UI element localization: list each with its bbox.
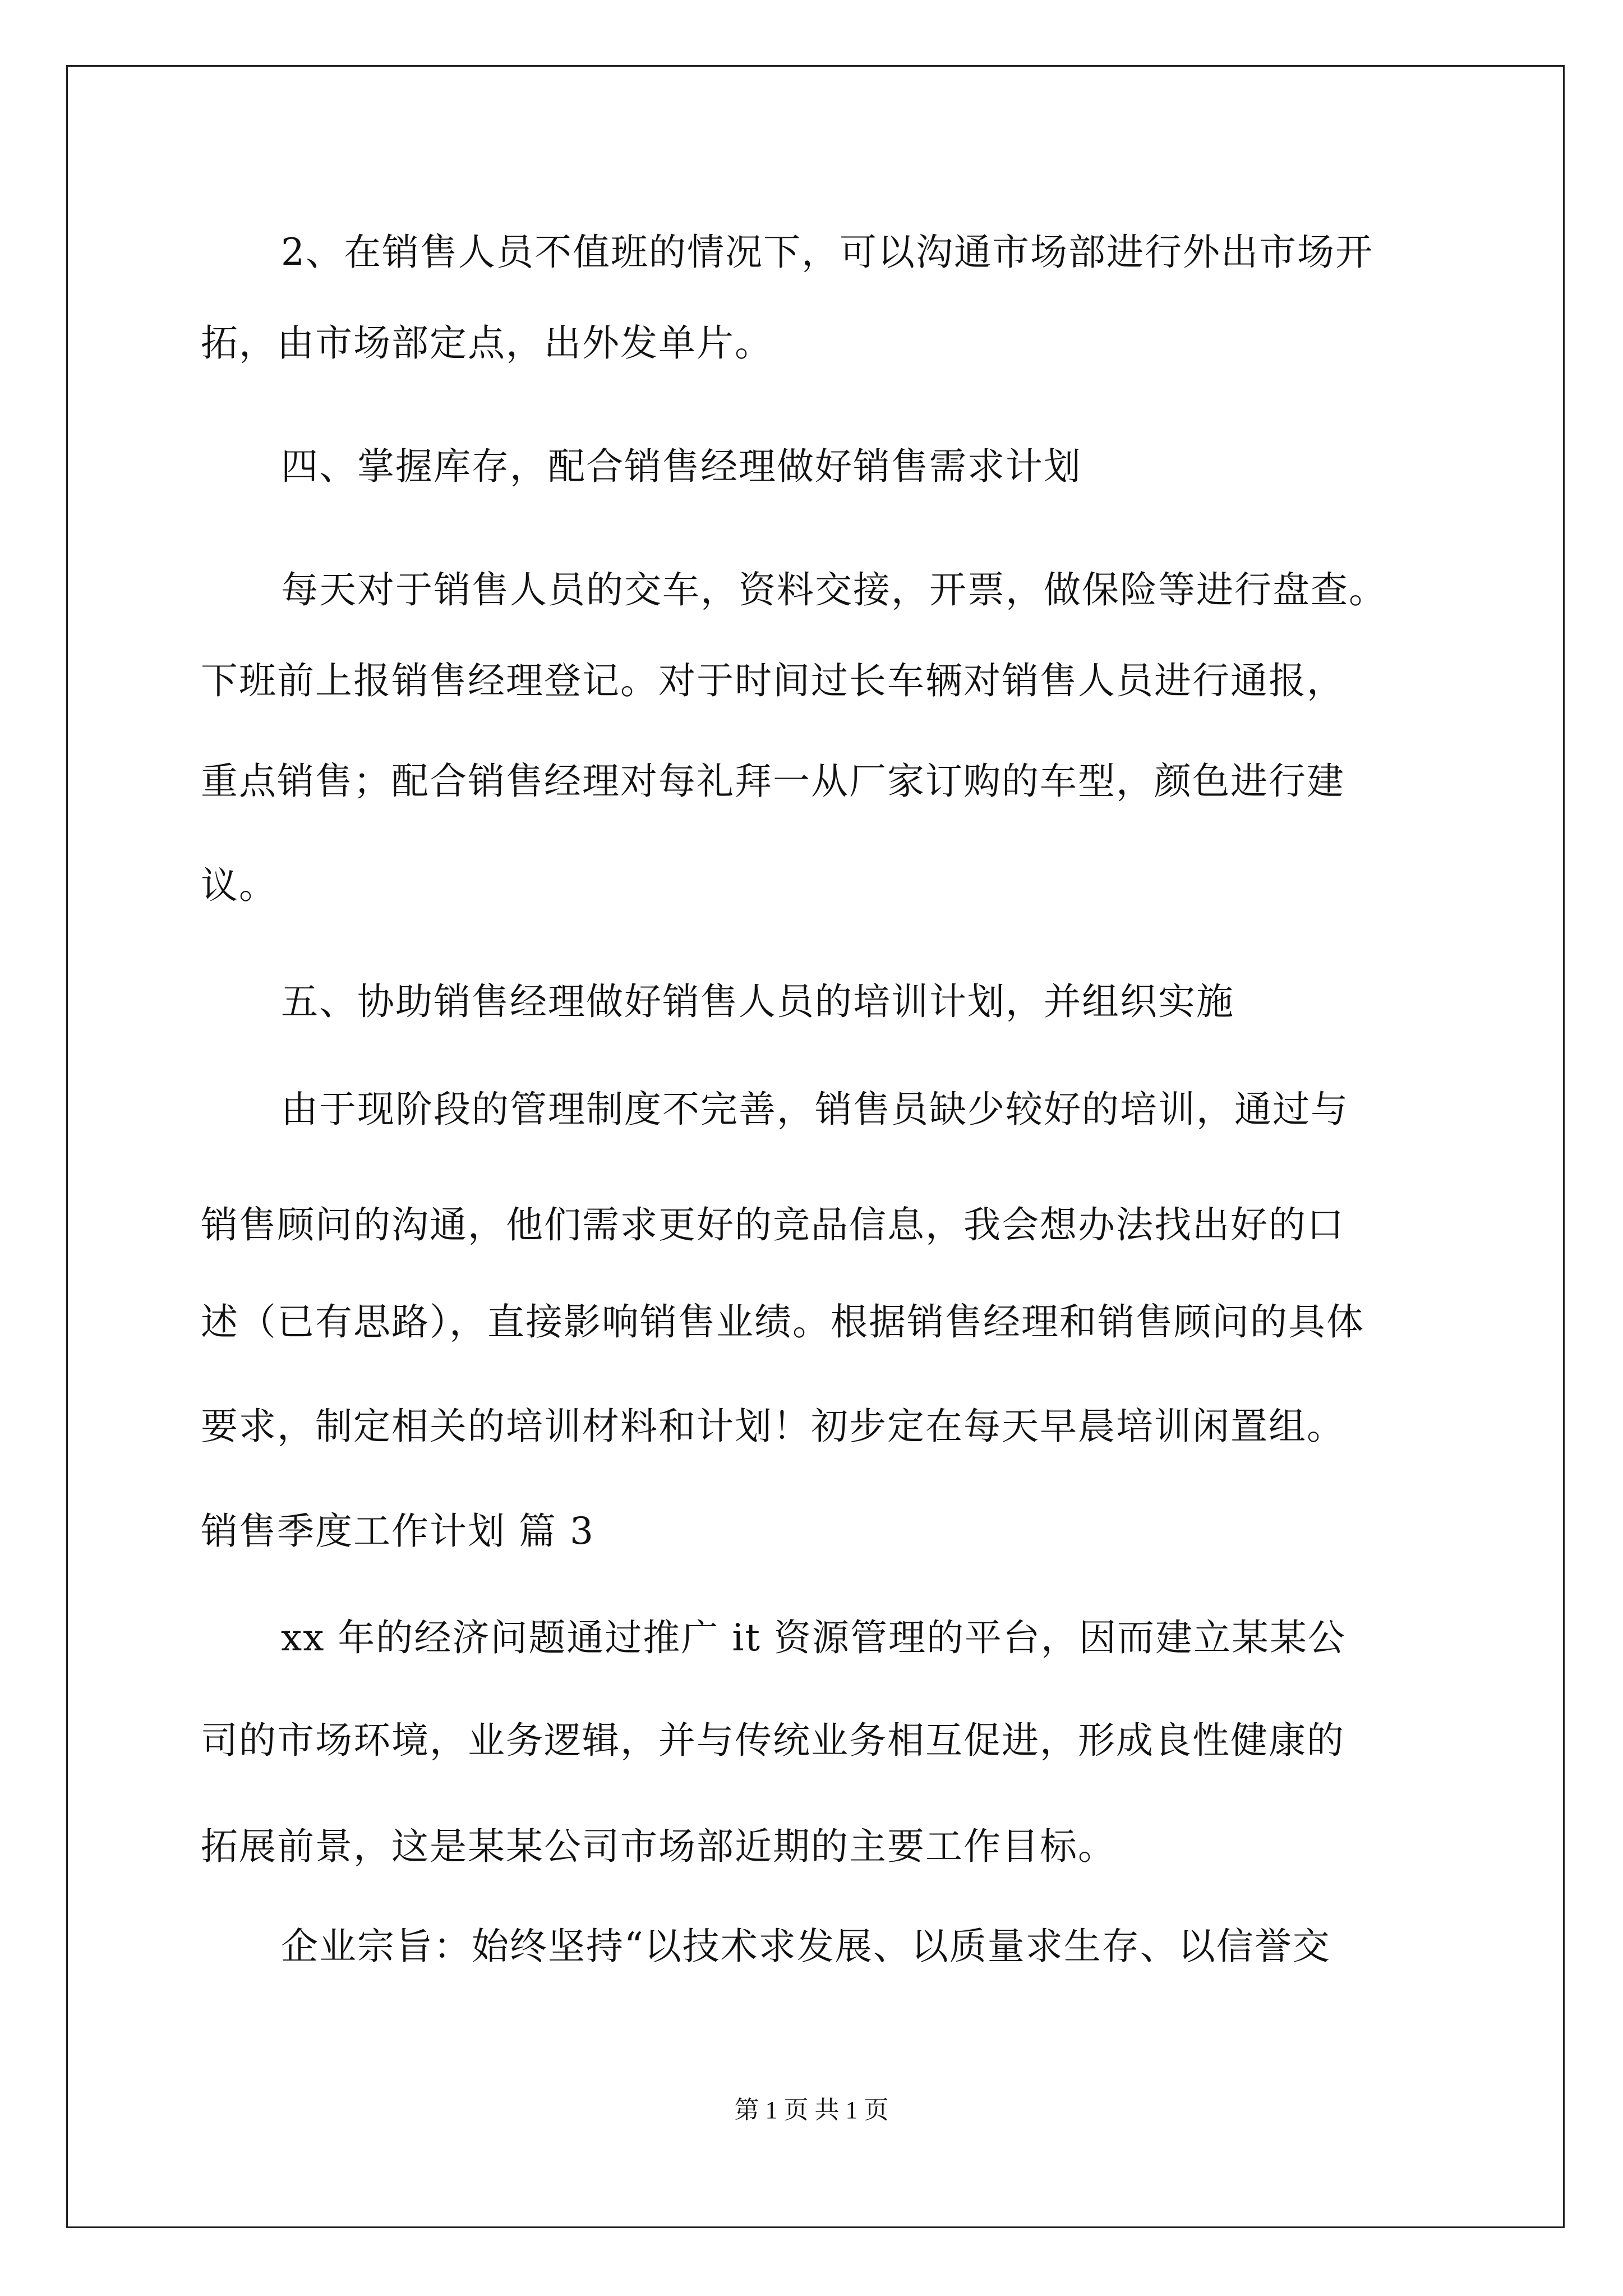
paragraph-line: 述（已有思路），直接影响销售业绩。根据销售经理和销售顾问的具体	[201, 1300, 1364, 1343]
section-heading: 五、协助销售经理做好销售人员的培训计划，并组织实施	[281, 980, 1234, 1023]
paragraph-line: 由于现阶段的管理制度不完善，销售员缺少较好的培训，通过与	[281, 1088, 1349, 1131]
paragraph-line: 销售顾问的沟通，他们需求更好的竞品信息，我会想办法找出好的口	[201, 1203, 1345, 1246]
paragraph-line: 拓，由市场部定点，出外发单片。	[201, 321, 773, 365]
paragraph-line: 拓展前景，这是某某公司市场部近期的主要工作目标。	[201, 1825, 1116, 1868]
article-heading: 销售季度工作计划 篇 3	[201, 1510, 594, 1553]
paragraph-line: 重点销售；配合销售经理对每礼拜一从厂家订购的车型，颜色进行建	[201, 760, 1345, 803]
paragraph-line: 议。	[201, 864, 277, 907]
section-heading: 四、掌握库存，配合销售经理做好销售需求计划	[281, 445, 1082, 488]
paragraph-line: xx 年的经济问题通过推广 it 资源管理的平台，因而建立某某公	[281, 1616, 1347, 1659]
page-footer: 第 1 页 共 1 页	[734, 2096, 889, 2124]
paragraph-line: 企业宗旨：始终坚持“以技术求发展、以质量求生存、以信誉交	[281, 1925, 1331, 1968]
paragraph-line: 2、在销售人员不值班的情况下，可以沟通市场部进行外出市场开	[281, 231, 1373, 274]
paragraph-line: 下班前上报销售经理登记。对于时间过长车辆对销售人员进行通报，	[201, 659, 1345, 702]
paragraph-line: 要求，制定相关的培训材料和计划！初步定在每天早晨培训闲置组。	[201, 1405, 1345, 1448]
paragraph-line: 司的市场环境，业务逻辑，并与传统业务相互促进，形成良性健康的	[201, 1719, 1345, 1762]
page-border	[66, 65, 1565, 2228]
paragraph-line: 每天对于销售人员的交车，资料交接，开票，做保险等进行盘查。	[281, 568, 1387, 611]
